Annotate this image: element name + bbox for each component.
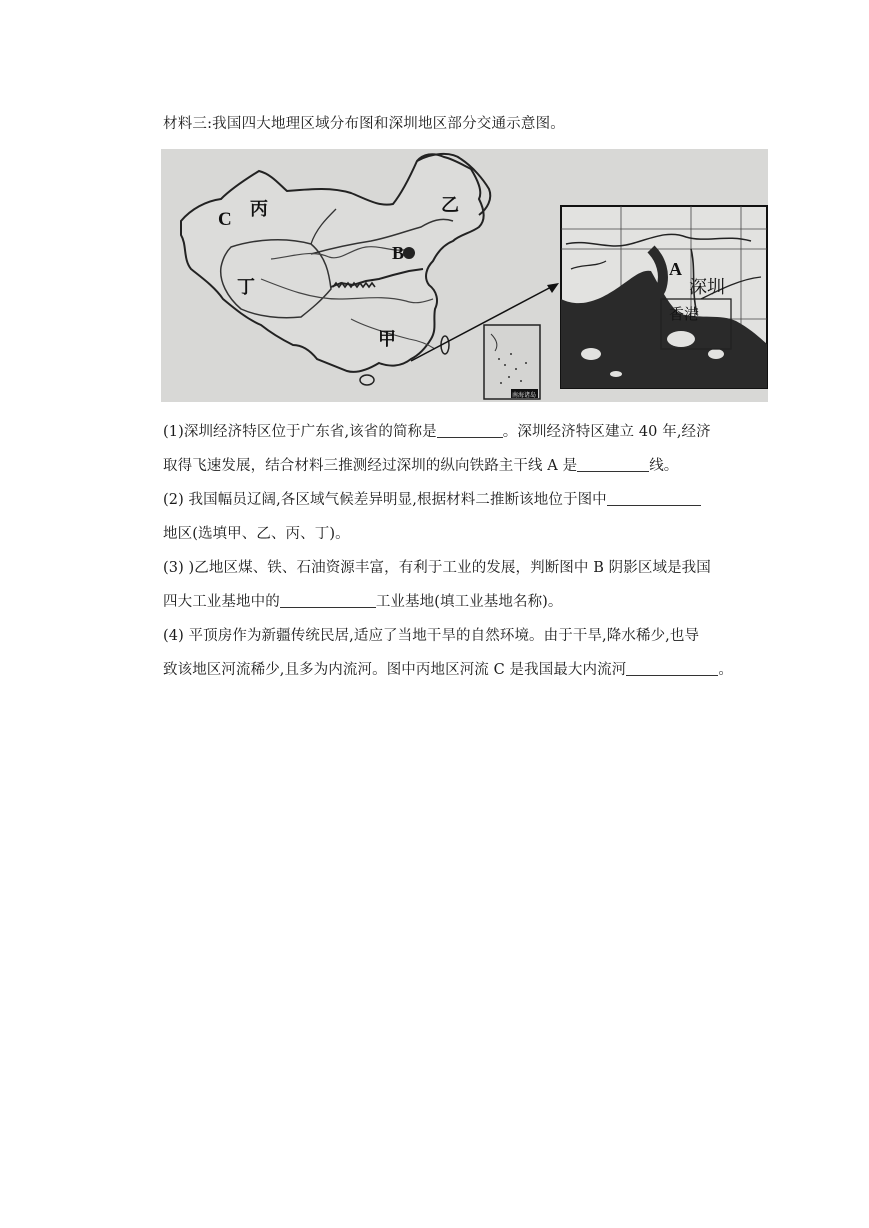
q3-text-c: 工业基地(填工业基地名称)。 bbox=[375, 594, 563, 610]
q3-text-b: 四大工业基地中的 bbox=[163, 594, 280, 610]
q1-blank-1[interactable] bbox=[437, 423, 503, 439]
q3-line2 bbox=[163, 590, 563, 611]
q4-text-a: (4) 平顶房作为新疆传统民居,适应了当地干旱的自然环境。由于干旱,降水稀少,也导 bbox=[163, 628, 700, 644]
hainan-island bbox=[360, 375, 374, 385]
q3-blank[interactable] bbox=[280, 593, 376, 609]
q4-blank[interactable] bbox=[626, 661, 718, 677]
q1-line1 bbox=[163, 420, 711, 441]
q2-blank[interactable] bbox=[607, 491, 701, 507]
label-b: B bbox=[392, 243, 405, 263]
map-svg bbox=[161, 149, 768, 402]
label-bing: 丙 bbox=[250, 199, 268, 220]
q1-line2 bbox=[163, 454, 678, 475]
material-heading: 材料三:我国四大地理区域分布图和深圳地区部分交通示意图。 bbox=[163, 116, 565, 132]
q2-text-b: 地区(选填甲、乙、丙、丁)。 bbox=[163, 526, 350, 542]
q2-line1 bbox=[163, 488, 701, 509]
south-sea-label: 南海诸岛 bbox=[512, 392, 537, 399]
q1-text-d: 线。 bbox=[649, 458, 679, 474]
label-jia: 甲 bbox=[378, 329, 396, 350]
q2-line2 bbox=[163, 522, 350, 543]
q1-text-a: (1)深圳经济特区位于广东省,该省的简称是 bbox=[163, 424, 437, 440]
q4-line1 bbox=[163, 624, 699, 645]
q3-text-a: (3) )乙地区煤、铁、石油资源丰富，有利于工业的发展，判断图中 B 阴影区域是我国 bbox=[163, 560, 711, 576]
map-figure bbox=[161, 149, 768, 402]
label-a: A bbox=[669, 259, 682, 279]
label-c: C bbox=[218, 209, 232, 230]
q4-text-b: 致该地区河流稀少,且多为内流河。图中丙地区河流 C 是我国最大内流河 bbox=[163, 662, 627, 678]
china-outline bbox=[181, 154, 484, 372]
q4-text-c: 。 bbox=[718, 662, 733, 678]
b-shaded-region bbox=[403, 247, 415, 259]
label-shenzhen: 深圳 bbox=[689, 277, 725, 298]
label-hongkong: 香港 bbox=[669, 305, 700, 323]
q4-line2 bbox=[163, 658, 733, 679]
q1-text-b: 。深圳经济特区建立 40 年,经济 bbox=[502, 424, 711, 440]
q1-blank-2[interactable] bbox=[577, 457, 649, 473]
q3-line1 bbox=[163, 556, 711, 577]
label-ding: 丁 bbox=[237, 277, 255, 298]
q2-text-a: (2) 我国幅员辽阔,各区域气候差异明显,根据材料二推断该地位于图中 bbox=[163, 492, 607, 508]
q1-text-c: 取得飞速发展，结合材料三推测经过深圳的纵向铁路主干线 A 是 bbox=[163, 458, 578, 474]
label-yi: 乙 bbox=[441, 195, 459, 216]
